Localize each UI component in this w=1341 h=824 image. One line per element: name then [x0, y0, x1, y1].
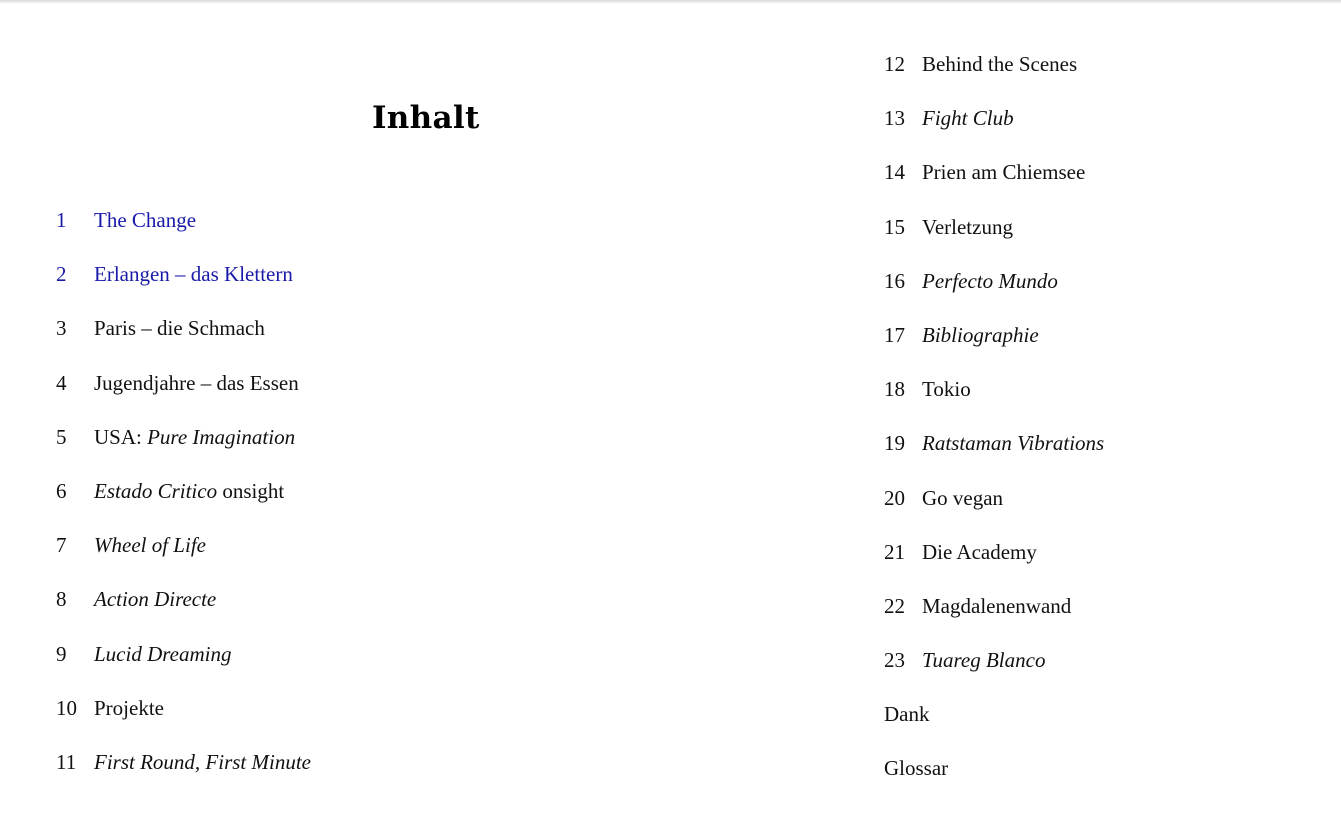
- toc-entry: [884, 484, 1104, 538]
- toc-entry: [56, 423, 311, 477]
- toc-entry: [884, 538, 1104, 592]
- chapter-title-part: Tuareg Blanco: [922, 648, 1046, 673]
- chapter-title-part: Estado Critico: [94, 478, 218, 503]
- chapter-title-part: Projekte: [94, 695, 164, 720]
- chapter-number: 11: [56, 749, 77, 774]
- chapter-title: [922, 50, 1077, 78]
- chapter-number: 2: [56, 262, 67, 287]
- chapter-title: [922, 158, 1085, 186]
- chapter-title: [922, 646, 1045, 674]
- chapter-title-part: Behind the Scenes: [922, 52, 1078, 76]
- chapter-title-part: Fight Club: [922, 106, 1014, 131]
- chapter-number: 4: [56, 370, 67, 395]
- chapter-title: [94, 477, 284, 505]
- chapter-title-part: Perfecto Mundo: [922, 268, 1058, 293]
- toc-entry: [884, 646, 1104, 700]
- chapter-title: [94, 531, 206, 559]
- chapter-title: [94, 585, 216, 613]
- chapter-title: [922, 375, 971, 403]
- toc-entry: [884, 104, 1104, 158]
- chapter-title-part: USA:: [94, 424, 148, 449]
- toc-entry: [56, 477, 311, 531]
- chapter-number: 7: [56, 533, 67, 558]
- chapter-title-part: Ratstaman Vibrations: [922, 431, 1105, 456]
- toc-entry: [884, 375, 1104, 429]
- chapter-number: 10: [56, 695, 77, 720]
- chapter-number: 9: [56, 641, 67, 666]
- chapter-number: 6: [56, 478, 67, 503]
- chapter-number: 18: [884, 377, 905, 402]
- toc-entry: [884, 158, 1104, 212]
- toc-entry[interactable]: [56, 206, 311, 260]
- chapter-title-part: Action Directe: [94, 587, 217, 612]
- chapter-title: [884, 700, 930, 728]
- chapter-title: [94, 206, 196, 234]
- chapter-title-part: Pure Imagination: [147, 424, 296, 449]
- chapter-title: [94, 314, 265, 342]
- toc-entry: [56, 314, 311, 368]
- chapter-title: [884, 754, 948, 782]
- chapter-title: [94, 640, 231, 668]
- chapter-title: [94, 369, 299, 397]
- chapter-title-part: First Round, First Minute: [94, 749, 311, 774]
- chapter-title-part: onsight: [217, 478, 285, 503]
- chapter-title-part: Erlangen – das Klettern: [94, 262, 293, 287]
- chapter-title-part: Prien am Chiemsee: [922, 160, 1086, 185]
- chapter-title-part: Lucid Dreaming: [94, 641, 232, 666]
- chapter-title: [922, 592, 1071, 620]
- chapter-title: [922, 429, 1104, 457]
- chapter-number: 23: [884, 648, 905, 673]
- chapter-title: [94, 694, 164, 722]
- chapter-number: 5: [56, 424, 67, 449]
- chapter-number: 13: [884, 106, 905, 131]
- chapter-title-part: Go vegan: [922, 485, 1004, 510]
- toc-list-left: [56, 206, 311, 802]
- toc-entry: [884, 592, 1104, 646]
- toc-entry: [884, 700, 1104, 754]
- chapter-title-part: The Change: [94, 208, 197, 232]
- chapter-title: [922, 267, 1058, 295]
- chapter-title: [94, 748, 311, 776]
- toc-entry: [884, 429, 1104, 483]
- toc-entry: [56, 694, 311, 748]
- chapter-number: 1: [56, 208, 67, 232]
- chapter-title-part: Die Academy: [922, 539, 1037, 564]
- toc-entry: [56, 369, 311, 423]
- page-title: Inhalt: [372, 100, 480, 136]
- chapter-number: 15: [884, 214, 905, 239]
- chapter-number: 19: [884, 431, 905, 456]
- top-edge-shadow: [0, 0, 1341, 4]
- chapter-title-part: Jugendjahre – das Essen: [94, 370, 299, 395]
- toc-entry: [56, 531, 311, 585]
- chapter-title-part: Paris – die Schmach: [94, 316, 265, 341]
- toc-entry: [884, 213, 1104, 267]
- chapter-title: [922, 484, 1003, 512]
- chapter-title: [922, 104, 1014, 132]
- chapter-title-part: Glossar: [884, 756, 949, 781]
- chapter-number: 14: [884, 160, 905, 185]
- toc-entry: [56, 748, 311, 802]
- chapter-title: [94, 423, 295, 451]
- toc-entry: [56, 585, 311, 639]
- chapter-number: 16: [884, 268, 905, 293]
- toc-entry: [884, 267, 1104, 321]
- chapter-number: 3: [56, 316, 67, 341]
- chapter-number: 17: [884, 322, 905, 347]
- toc-entry: [884, 754, 1104, 808]
- chapter-title-part: Dank: [884, 702, 930, 727]
- chapter-number: 21: [884, 539, 905, 564]
- chapter-title-part: Wheel of Life: [94, 533, 206, 558]
- toc-entry: [56, 640, 311, 694]
- toc-entry: [884, 321, 1104, 375]
- chapter-title-part: Verletzung: [922, 214, 1013, 239]
- chapter-number: 8: [56, 587, 67, 612]
- chapter-number: 20: [884, 485, 905, 510]
- chapter-title: [94, 260, 293, 288]
- toc-entry[interactable]: [56, 260, 311, 314]
- chapter-number: 22: [884, 593, 905, 618]
- toc-list-right: [884, 50, 1104, 809]
- chapter-title-part: Tokio: [922, 377, 971, 402]
- chapter-number: 12: [884, 52, 905, 76]
- chapter-title: [922, 321, 1039, 349]
- chapter-title: [922, 538, 1037, 566]
- chapter-title-part: Bibliographie: [922, 322, 1039, 347]
- chapter-title: [922, 213, 1013, 241]
- chapter-title-part: Magdalenenwand: [922, 593, 1072, 618]
- toc-entry: [884, 50, 1104, 104]
